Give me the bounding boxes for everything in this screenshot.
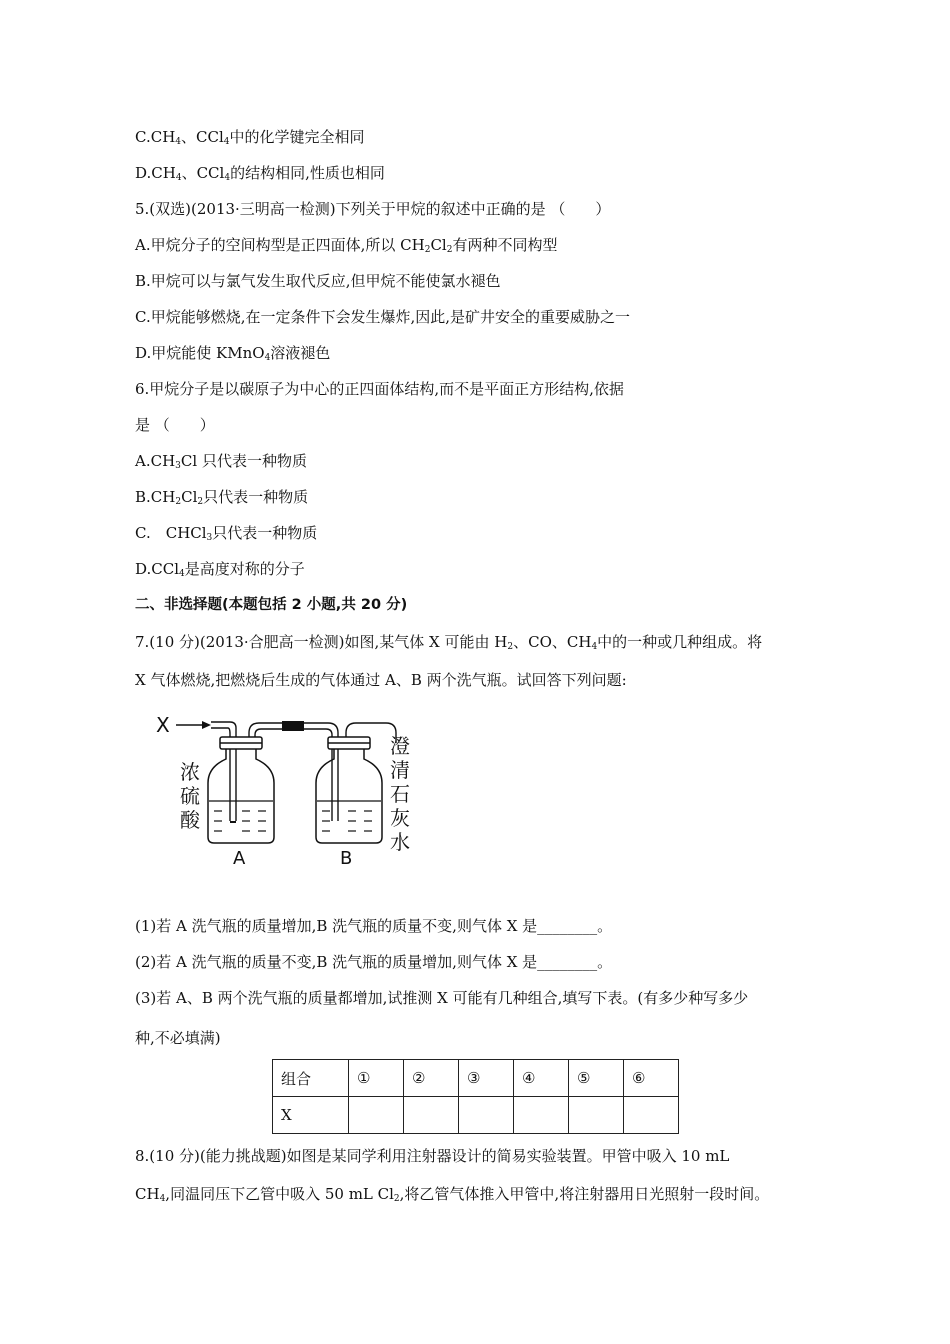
q6-option-c: C. CHCl$_3$只代表一种物质 xyxy=(135,524,318,543)
q5-stem: 5.(双选)(2013·三明高一检测)下列关于甲烷的叙述中正确的是 （ ） xyxy=(135,200,611,218)
table-header-label: 组合 xyxy=(273,1060,349,1097)
svg-text:灰: 灰 xyxy=(390,806,410,830)
answer-cell-2[interactable] xyxy=(404,1097,459,1134)
svg-text:浓: 浓 xyxy=(180,760,200,784)
bottle-a-label: A xyxy=(233,848,246,869)
table-column-1: ① xyxy=(349,1060,404,1097)
q5-option-d: D.甲烷能使 KMnO$_4$溶液褪色 xyxy=(135,344,331,363)
left-reagent-label xyxy=(180,760,201,832)
svg-text:澄: 澄 xyxy=(390,734,410,758)
svg-text:酸: 酸 xyxy=(180,808,200,832)
q6-option-d: D.CCl$_4$是高度对称的分子 xyxy=(135,560,305,579)
inlet-arrow-icon xyxy=(176,721,211,729)
rubber-joint xyxy=(282,721,304,731)
q7-subquestion-1: (1)若 A 洗气瓶的质量增加,B 洗气瓶的质量不变,则气体 X 是________。 xyxy=(135,917,613,935)
table-column-2: ② xyxy=(404,1060,459,1097)
q6-stem-line2: 是 （ ） xyxy=(135,416,215,434)
answer-cell-3[interactable] xyxy=(459,1097,514,1134)
q4-option-d: $D.CH_4$、CCl$_4$的结构相同,性质也相同 xyxy=(135,164,385,183)
table-row xyxy=(273,1097,679,1134)
section-2-heading: 二、非选择题(本题包括 2 小题,共 20 分) xyxy=(135,597,408,613)
q5-option-b: B.甲烷可以与氯气发生取代反应,但甲烷不能使氯水褪色 xyxy=(135,272,501,290)
answer-cell-5[interactable] xyxy=(569,1097,624,1134)
right-reagent-label xyxy=(390,734,410,854)
svg-text:清: 清 xyxy=(390,758,410,782)
table-column-6: ⑥ xyxy=(624,1060,679,1097)
gas-x-label: X xyxy=(156,713,170,737)
answer-cell-4[interactable] xyxy=(514,1097,569,1134)
combination-table xyxy=(272,1059,679,1134)
q7-subquestion-3-line2: 种,不必填满) xyxy=(135,1029,221,1047)
q4-option-c: $C.CH_4$、CCl$_4$中的化学键完全相同 xyxy=(135,128,365,147)
bottle-b xyxy=(316,737,382,843)
svg-text:水: 水 xyxy=(390,830,410,854)
q7-stem-line1: 7.(10 分)(2013·合肥高一检测)如图,某气体 X 可能由 $H_2$、CO、$CH_4$中的一种或几种组成。将 xyxy=(135,633,763,652)
q6-option-a: $A.CH_3Cl$ 只代表一种物质 xyxy=(135,452,307,471)
table-column-4: ④ xyxy=(514,1060,569,1097)
q7-subquestion-3-line1: (3)若 A、B 两个洗气瓶的质量都增加,试推测 X 可能有几种组合,填写下表。(有多少种写多少 xyxy=(135,989,749,1007)
svg-text:硫: 硫 xyxy=(180,784,200,808)
table-row xyxy=(273,1060,679,1097)
table-column-5: ⑤ xyxy=(569,1060,624,1097)
gas-washing-apparatus-figure xyxy=(150,703,420,873)
answer-cell-6[interactable] xyxy=(624,1097,679,1134)
q7-subquestion-2: (2)若 A 洗气瓶的质量不变,B 洗气瓶的质量增加,则气体 X 是________。 xyxy=(135,953,613,971)
answer-cell-1[interactable] xyxy=(349,1097,404,1134)
bottle-b-label: B xyxy=(340,848,353,869)
svg-text:石: 石 xyxy=(390,782,410,806)
q6-option-b: $B.CH_2Cl_2$只代表一种物质 xyxy=(135,488,309,507)
bottle-a-liquid xyxy=(209,801,273,831)
q8-stem-line1: 8.(10 分)(能力挑战题)如图是某同学利用注射器设计的简易实验装置。甲管中吸入 10 mL xyxy=(135,1147,730,1165)
bottle-b-liquid xyxy=(317,801,381,831)
q7-stem-line2: X 气体燃烧,把燃烧后生成的气体通过 A、B 两个洗气瓶。试回答下列问题: xyxy=(135,671,627,689)
bottle-a xyxy=(208,737,274,843)
q8-stem-line2: $CH_4$,同温同压下乙管中吸入 50 mL $Cl_2$,将乙管气体推入甲管中,将注射器用日光照射一段时间。 xyxy=(135,1185,770,1204)
q5-option-c: C.甲烷能够燃烧,在一定条件下会发生爆炸,因此,是矿井安全的重要威胁之一 xyxy=(135,308,631,326)
table-column-3: ③ xyxy=(459,1060,514,1097)
q5-option-a: A.甲烷分子的空间构型是正四面体,所以 $CH_2Cl_2$有两种不同构型 xyxy=(135,236,558,255)
q6-stem-line1: 6.甲烷分子是以碳原子为中心的正四面体结构,而不是平面正方形结构,依据 xyxy=(135,380,624,398)
table-row-label: X xyxy=(273,1097,349,1134)
